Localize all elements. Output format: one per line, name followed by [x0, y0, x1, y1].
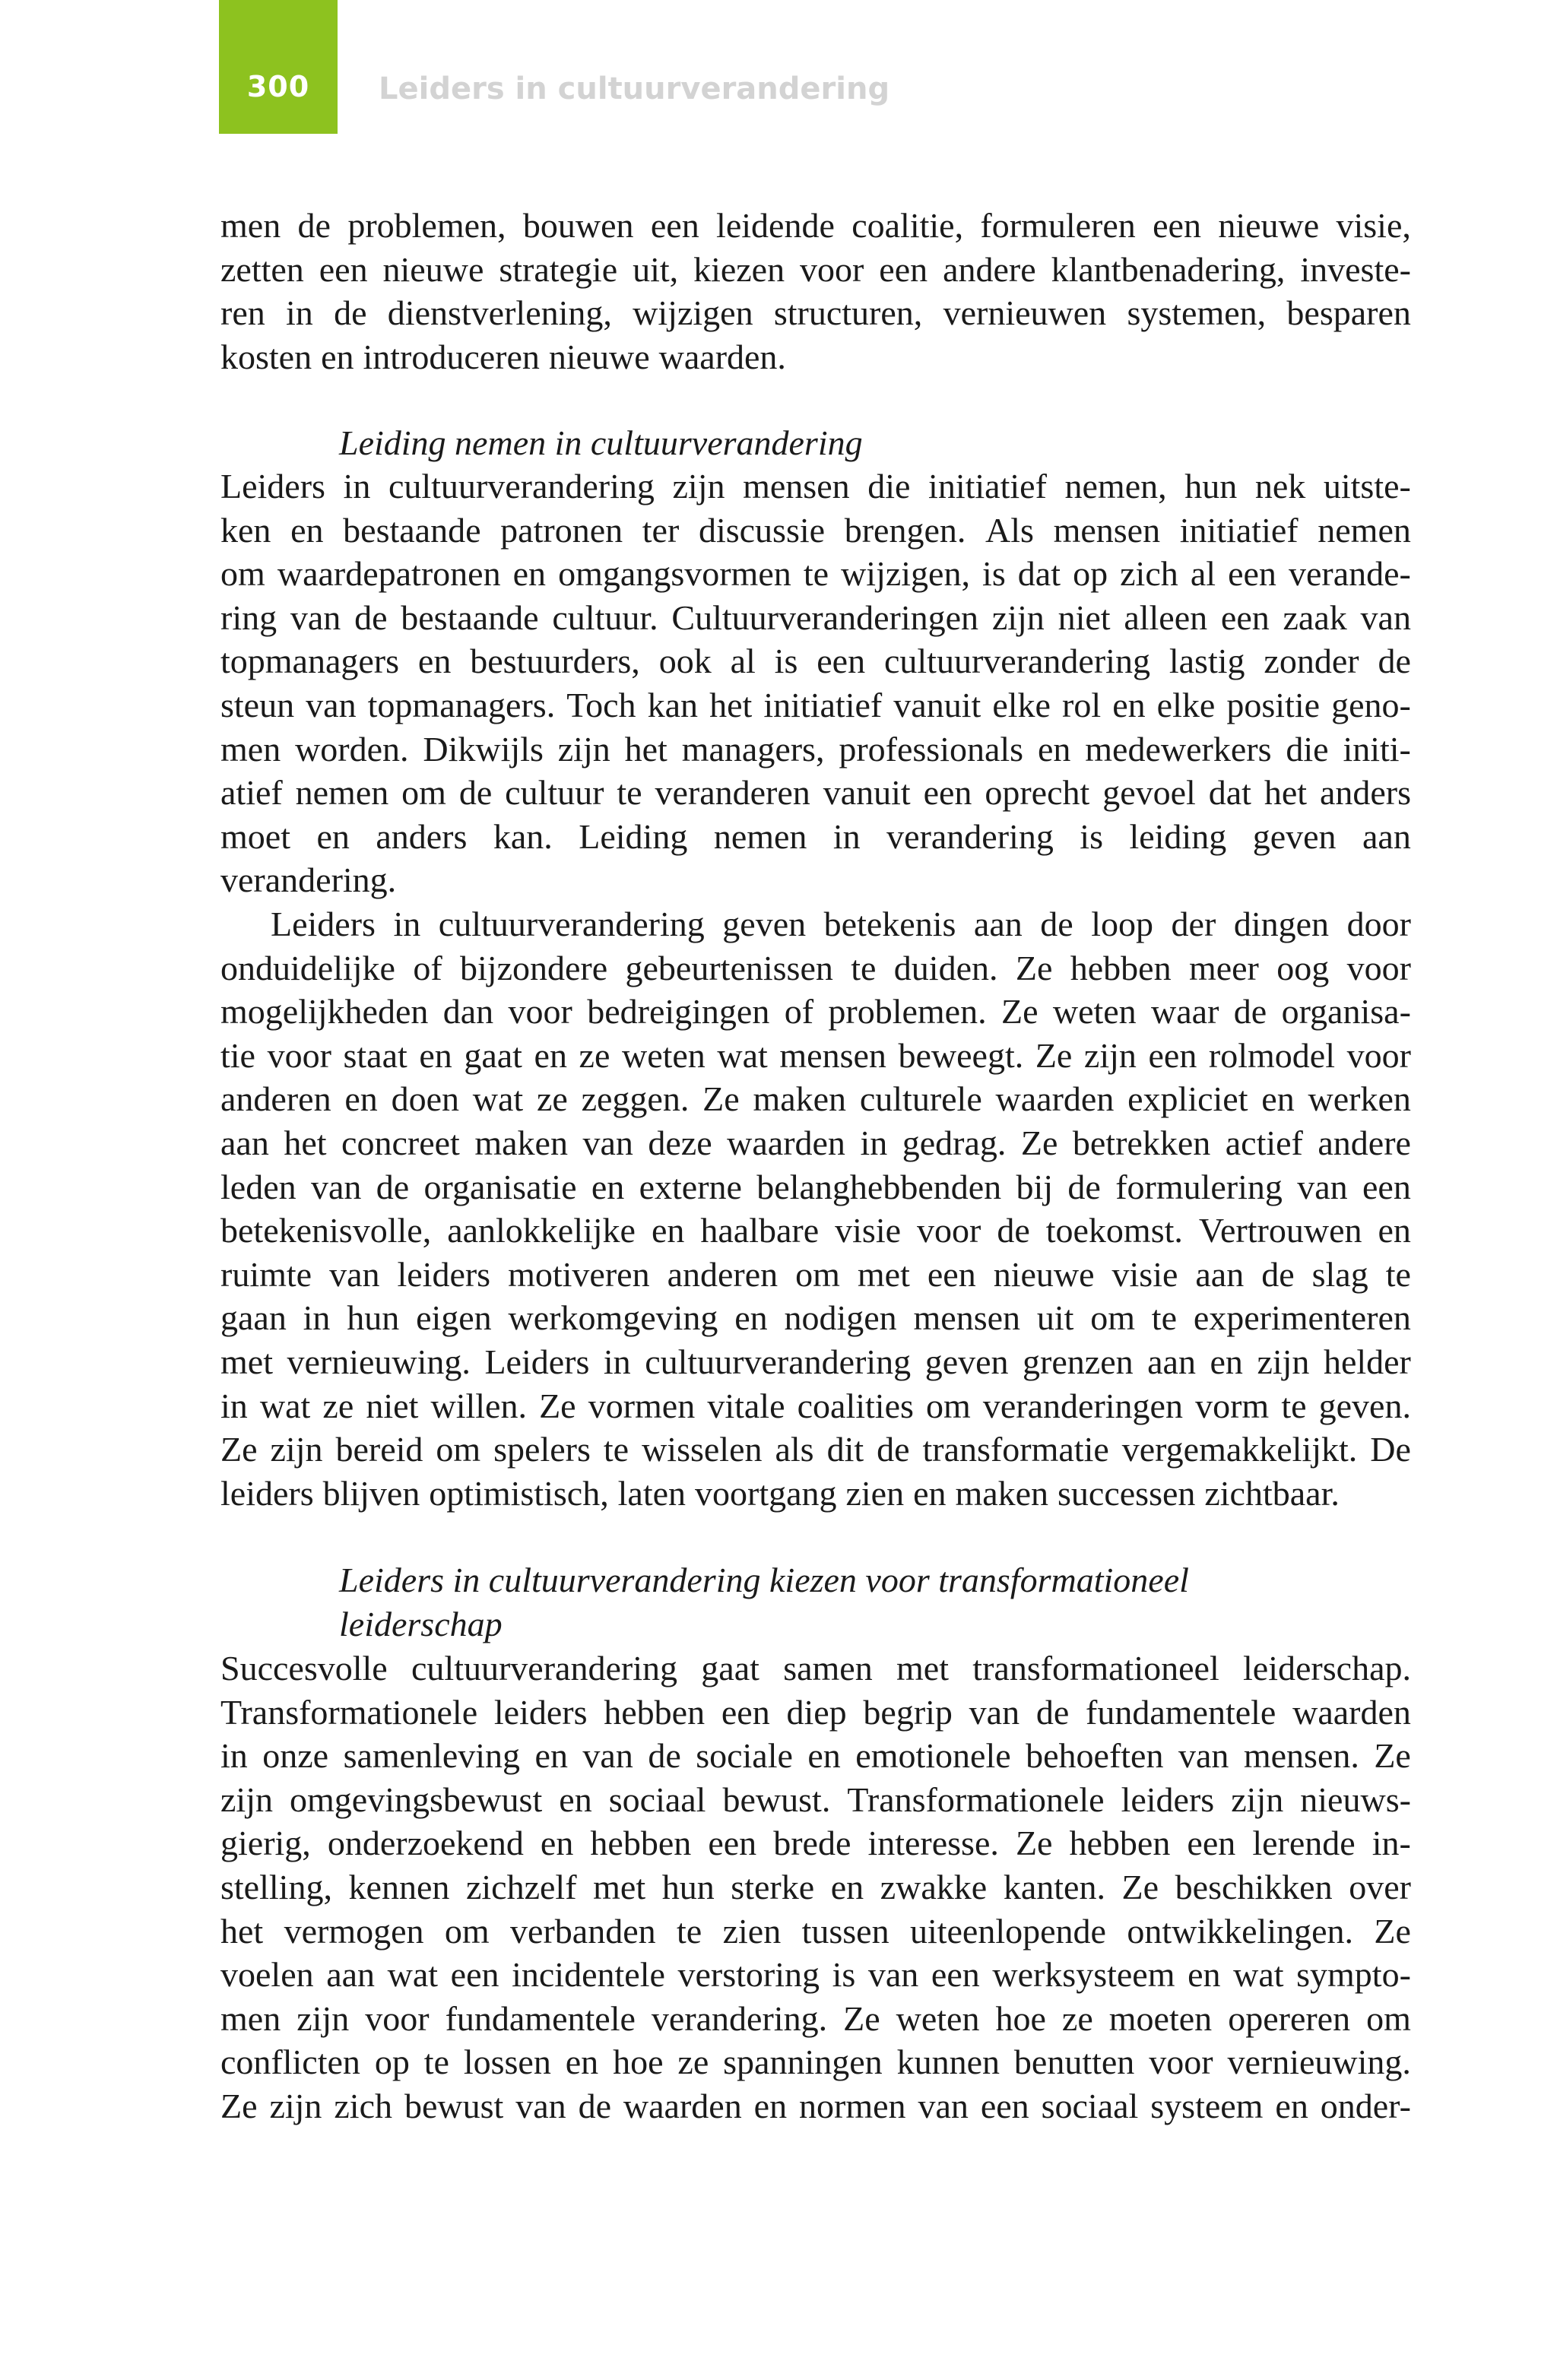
paragraph-3 [220, 902, 1411, 1515]
text-line: stelling, kennen zichzelf met hun sterke en zwakke kanten. Ze beschikken over [220, 1867, 1411, 1906]
text-line: Ze zijn zich bewust van de waarden en normen van een sociaal systeem en onder- [220, 2086, 1411, 2125]
text-line: in wat ze niet willen. Ze vormen vitale coalities om veranderingen vorm te geven. [220, 1386, 1411, 1425]
paragraph-1 [220, 204, 1411, 379]
text-line: mogelijkheden dan voor bedreigingen of problemen. Ze weten waar de organisa- [220, 992, 1411, 1032]
text-line: anderen en doen wat ze zeggen. Ze maken culturele waarden expliciet en werken [220, 1079, 1411, 1119]
text-line: Ze zijn bereid om spelers te wisselen als dit de transformatie vergemakkelijkt. De [220, 1430, 1411, 1469]
running-head-title: Leiders in cultuurverandering [379, 71, 890, 106]
text-line: Succesvolle cultuurverandering gaat samen met transformationeel leiderschap. [220, 1649, 1411, 1688]
text-line: ruimte van leiders motiveren anderen om met een nieuwe visie aan de slag te [220, 1254, 1411, 1294]
text-line: verandering. [220, 860, 397, 900]
text-line: aan het concreet maken van deze waarden in gedrag. Ze betrekken actief andere [220, 1123, 1411, 1162]
text-line: betekenisvolle, aanlokkelijke en haalbare visie voor de toekomst. Vertrouwen en [220, 1211, 1411, 1250]
text-line: leden van de organisatie en externe belanghebbenden bij de formulering van een [220, 1167, 1411, 1206]
section-heading-transformationeel-line-2: leiderschap [339, 1605, 503, 1643]
text-line: steun van topmanagers. Toch kan het initiatief vanuit elke rol en elke positie geno- [220, 685, 1411, 724]
paragraph-2 [220, 464, 1411, 902]
section-heading-leiding-nemen: Leiding nemen in cultuurverandering [339, 423, 863, 462]
page-number: 300 [246, 70, 310, 103]
text-line: het vermogen om verbanden te zien tussen uiteenlopende ontwikkelingen. Ze [220, 1911, 1411, 1951]
paragraph-4 [220, 1646, 1411, 2128]
page-number-tab [219, 0, 338, 134]
text-line: kosten en introduceren nieuwe waarden. [220, 337, 786, 376]
text-line: voelen aan wat een incidentele verstoring is van een werksysteem en wat sympto- [220, 1955, 1411, 1995]
text-line: om waardepatronen en omgangsvormen te wijzigen, is dat op zich al een verande- [220, 554, 1411, 594]
text-line: zetten een nieuwe strategie uit, kiezen voor een andere klantbenadering, investe- [220, 249, 1411, 289]
text-line: topmanagers en bestuurders, ook al is een cultuurverandering lastig zonder de [220, 642, 1411, 681]
section-heading-transformationeel-line-1: Leiders in cultuurverandering kiezen voor transformationeel [339, 1561, 1189, 1599]
text-line: tie voor staat en gaat en ze weten wat mensen beweegt. Ze zijn een rolmodel voor [220, 1035, 1411, 1075]
text-line: ring van de bestaande cultuur. Cultuurveranderingen zijn niet alleen een zaak van [220, 597, 1411, 637]
text-line: men de problemen, bouwen een leidende coalitie, formuleren een nieuwe visie, [220, 206, 1411, 245]
text-line: Leiders in cultuurverandering geven betekenis aan de loop der dingen door [271, 905, 1411, 943]
text-line: Leiders in cultuurverandering zijn mensen die initiatief nemen, hun nek uitste- [220, 467, 1411, 505]
text-line: atief nemen om de cultuur te veranderen vanuit een oprecht gevoel dat het anders [220, 773, 1411, 813]
text-line: onduidelijke of bijzondere gebeurtenissen te duiden. Ze hebben meer oog voor [220, 948, 1411, 987]
text-line: moet en anders kan. Leiding nemen in verandering is leiding geven aan [220, 816, 1411, 856]
text-line: zijn omgevingsbewust en sociaal bewust. Transformationele leiders zijn nieuws- [220, 1779, 1411, 1819]
text-line: met vernieuwing. Leiders in cultuurverandering geven grenzen aan en zijn helder [220, 1342, 1411, 1381]
text-line: men worden. Dikwijls zijn het managers, professionals en medewerkers die initi- [220, 729, 1411, 769]
text-line: gierig, onderzoekend en hebben een brede interesse. Ze hebben een lerende in- [220, 1824, 1411, 1863]
text-line: Transformationele leiders hebben een diep begrip van de fundamentele waarden [220, 1692, 1411, 1732]
text-line: men zijn voor fundamentele verandering. Ze weten hoe ze moeten opereren om [220, 1998, 1411, 2038]
text-line: ren in de dienstverlening, wijzigen structuren, vernieuwen systemen, besparen [220, 293, 1411, 333]
text-line: leiders blijven optimistisch, laten voortgang zien en maken successen zichtbaar. [220, 1473, 1340, 1513]
text-line: gaan in hun eigen werkomgeving en nodigen mensen uit om te experimenteren [220, 1298, 1411, 1338]
text-line: in onze samenleving en van de sociale en emotionele behoeften van mensen. Ze [220, 1736, 1411, 1776]
text-line: ken en bestaande patronen ter discussie brengen. Als mensen initiatief nemen [220, 510, 1411, 550]
text-line: conflicten op te lossen en hoe ze spanningen kunnen benutten voor vernieuwing. [220, 2042, 1411, 2082]
